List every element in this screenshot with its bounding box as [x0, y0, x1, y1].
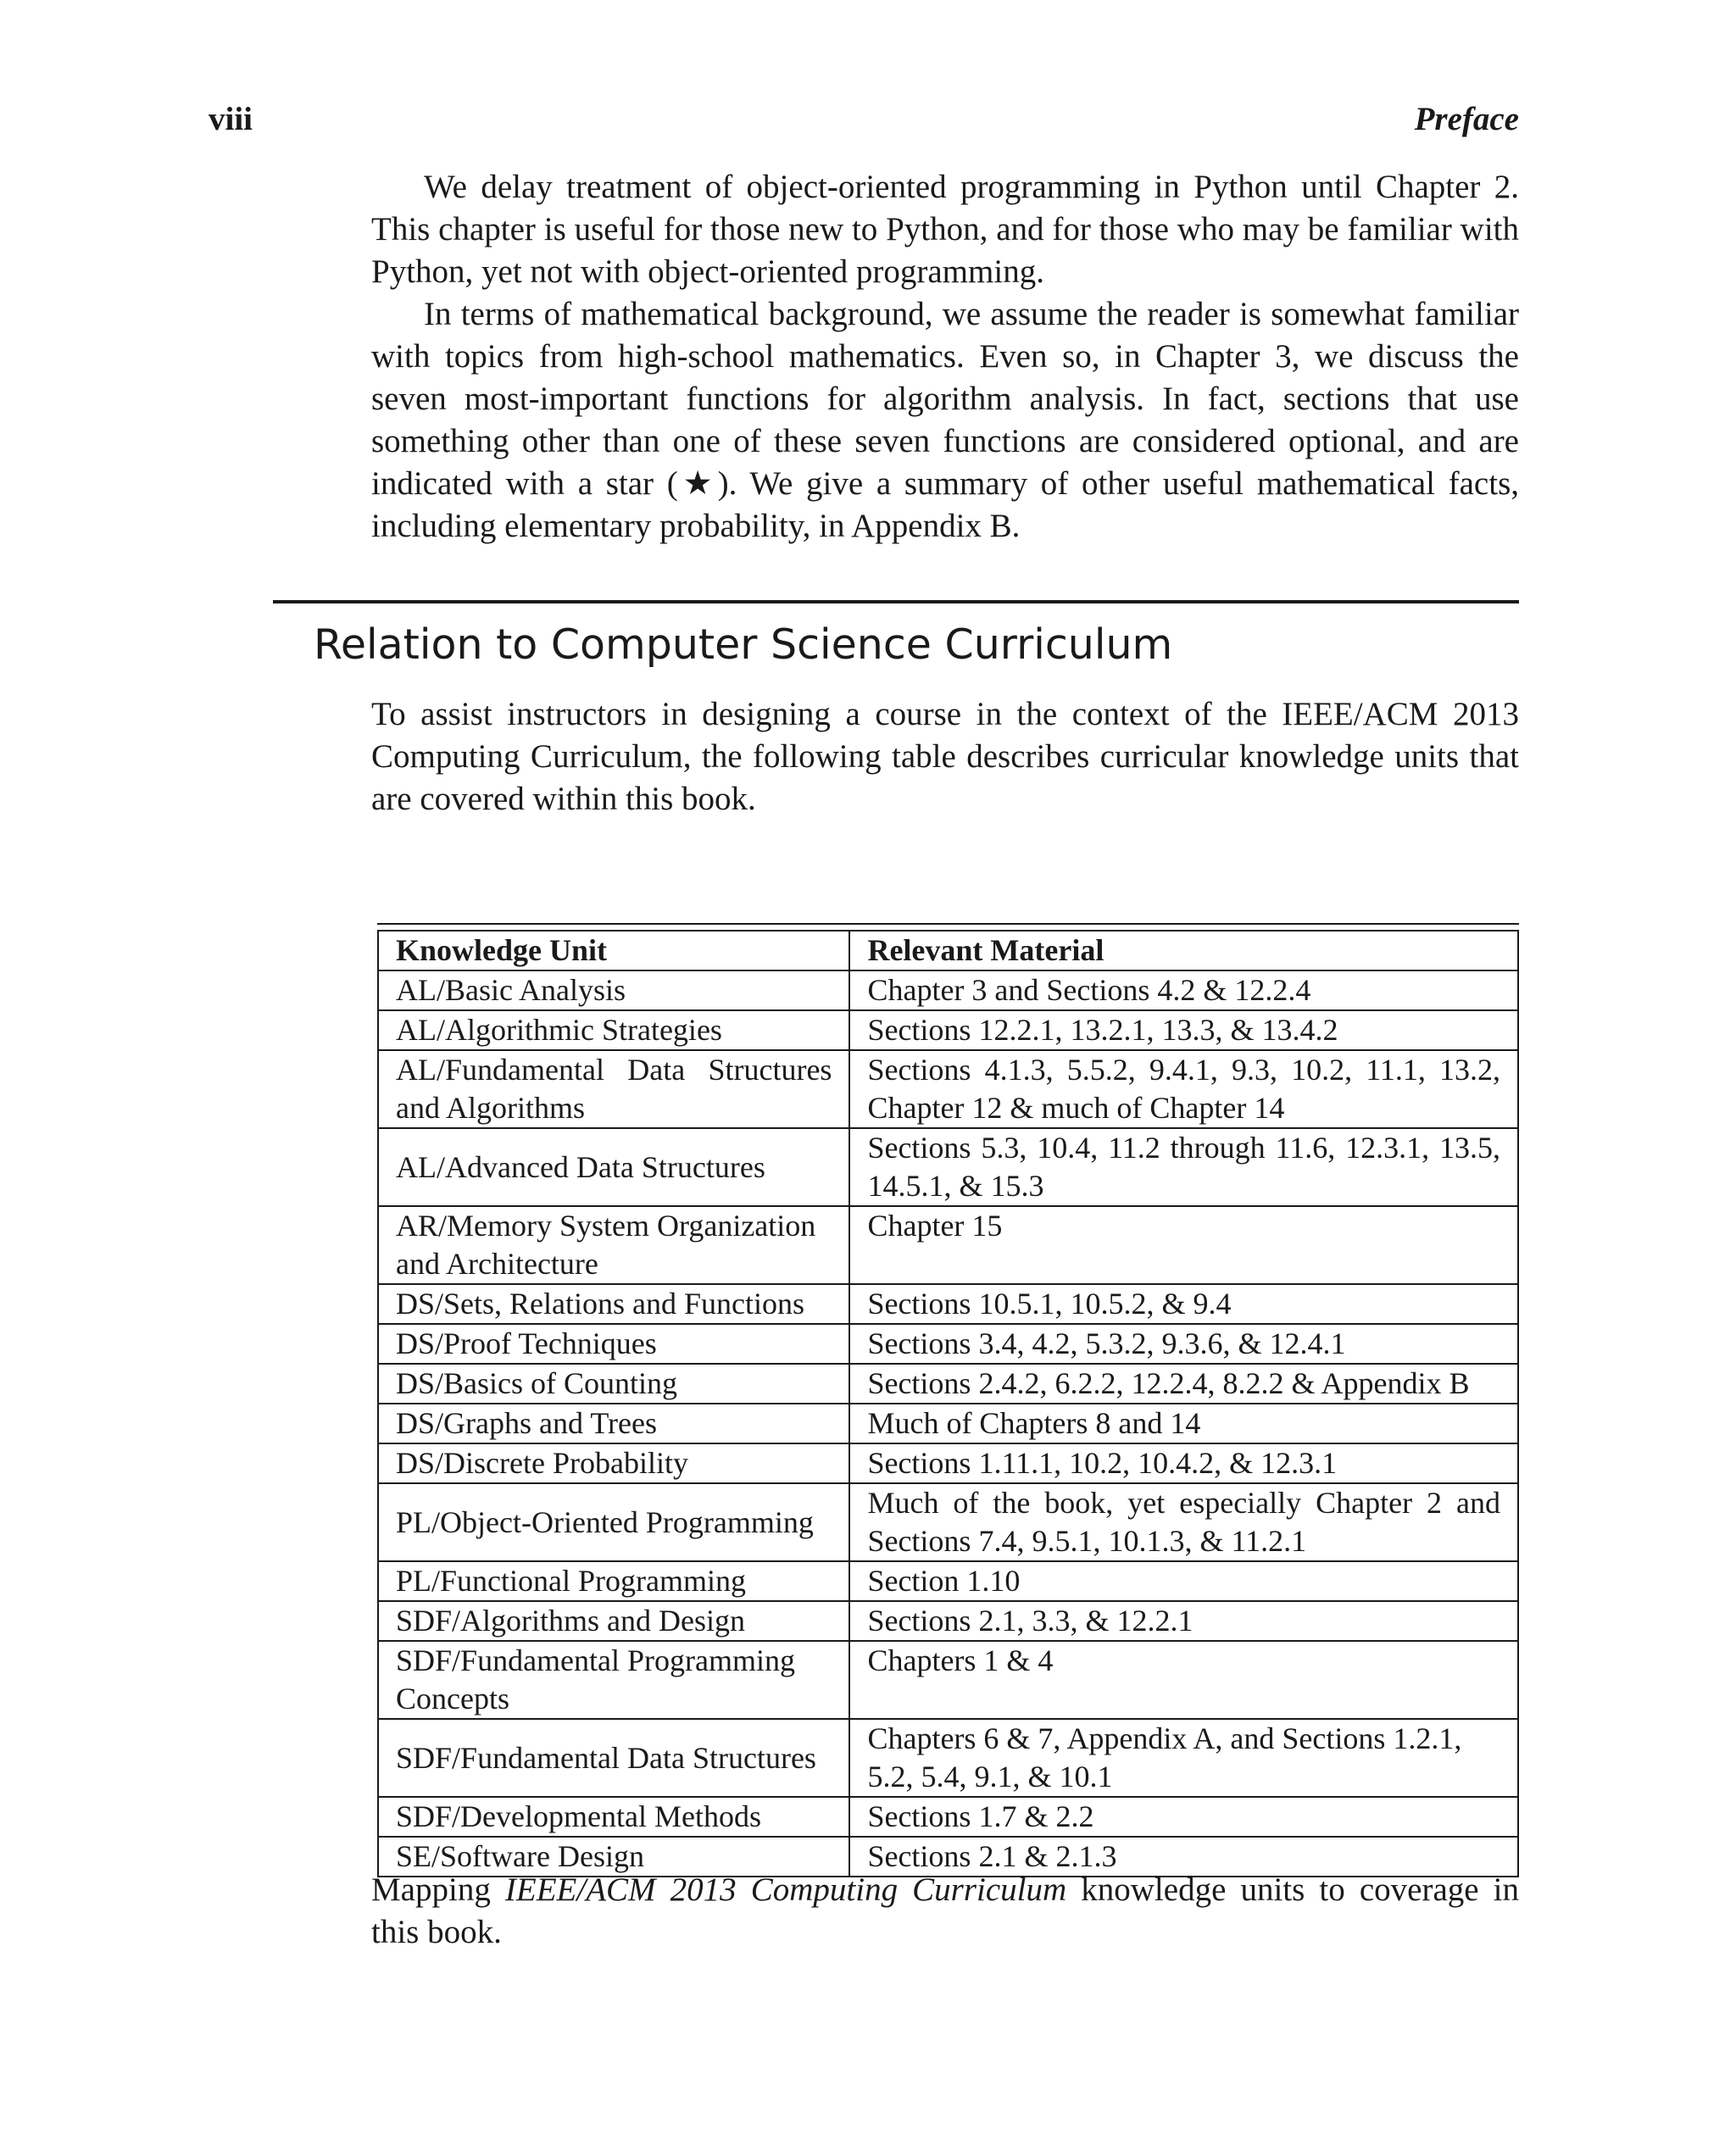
relevant-material-cell: Sections 1.11.1, 10.2, 10.4.2, & 12.3.1	[849, 1443, 1518, 1483]
caption-suffix: knowledge units to coverage in this book.	[371, 1871, 1519, 1950]
page-number: viii	[209, 101, 253, 137]
section-intro-paragraph: To assist instructors in designing a course in the context of the IEEE/ACM 2013 Computing Curriculum, the following table describes curricular knowledge units that are covered within this book.	[371, 696, 1519, 817]
table-row	[378, 1601, 1518, 1641]
table-header-row	[378, 931, 1518, 970]
knowledge-unit-cell: DS/Basics of Counting	[378, 1364, 849, 1404]
knowledge-unit-cell: SDF/Algorithms and Design	[378, 1601, 849, 1641]
table-row	[378, 1797, 1518, 1837]
table-row	[378, 1206, 1518, 1284]
section-rule	[273, 600, 1519, 603]
relevant-material-cell: Sections 1.7 & 2.2	[849, 1797, 1518, 1837]
relevant-material-cell: Section 1.10	[849, 1561, 1518, 1601]
relevant-material-cell: Sections 10.5.1, 10.5.2, & 9.4	[849, 1284, 1518, 1324]
header-knowledge-unit: Knowledge Unit	[378, 931, 849, 970]
table-row	[378, 1719, 1518, 1797]
table-row	[378, 1483, 1518, 1561]
relevant-material-cell: Sections 4.1.3, 5.5.2, 9.4.1, 9.3, 10.2, 11.1, 13.2, Chapter 12 & much of Chapter 14	[849, 1050, 1518, 1128]
intro-text	[371, 166, 1519, 548]
table-row	[378, 1010, 1518, 1050]
relevant-material-cell: Much of Chapters 8 and 14	[849, 1404, 1518, 1443]
table-caption	[371, 1869, 1519, 1954]
table-row	[378, 1050, 1518, 1128]
table-top-rule	[377, 923, 1519, 925]
intro-paragraph-1: We delay treatment of object-oriented programming in Python until Chapter 2. This chapter is useful for those new to Python, and for those who may be familiar with Python, yet not with object-oriented programming.	[371, 169, 1519, 290]
knowledge-unit-cell: AR/Memory System Organization and Architecture	[378, 1206, 849, 1284]
section-intro	[371, 693, 1519, 820]
knowledge-unit-cell: AL/Basic Analysis	[378, 970, 849, 1010]
relevant-material-cell: Sections 12.2.1, 13.2.1, 13.3, & 13.4.2	[849, 1010, 1518, 1050]
knowledge-unit-cell: DS/Graphs and Trees	[378, 1404, 849, 1443]
knowledge-unit-cell: PL/Object-Oriented Programming	[378, 1483, 849, 1561]
knowledge-unit-cell: SDF/Developmental Methods	[378, 1797, 849, 1837]
knowledge-unit-cell: PL/Functional Programming	[378, 1561, 849, 1601]
relevant-material-cell: Chapter 15	[849, 1206, 1518, 1284]
curriculum-table	[377, 930, 1519, 1877]
table-row	[378, 1443, 1518, 1483]
knowledge-unit-cell: AL/Algorithmic Strategies	[378, 1010, 849, 1050]
table-row	[378, 1641, 1518, 1719]
table-row	[378, 970, 1518, 1010]
relevant-material-cell: Chapter 3 and Sections 4.2 & 12.2.4	[849, 970, 1518, 1010]
relevant-material-cell: Sections 3.4, 4.2, 5.3.2, 9.3.6, & 12.4.1	[849, 1324, 1518, 1364]
relevant-material-cell: Sections 2.1, 3.3, & 12.2.1	[849, 1601, 1518, 1641]
knowledge-unit-cell: DS/Proof Techniques	[378, 1324, 849, 1364]
table-row	[378, 1284, 1518, 1324]
caption-prefix: Mapping	[371, 1871, 505, 1908]
table-row	[378, 1128, 1518, 1206]
header-relevant-material: Relevant Material	[849, 931, 1518, 970]
knowledge-unit-cell: DS/Sets, Relations and Functions	[378, 1284, 849, 1324]
section-heading: Relation to Computer Science Curriculum	[314, 620, 1173, 669]
table-row	[378, 1324, 1518, 1364]
knowledge-unit-cell: AL/Fundamental Data Structures and Algorithms	[378, 1050, 849, 1128]
table-row	[378, 1364, 1518, 1404]
relevant-material-cell: Sections 2.4.2, 6.2.2, 12.2.4, 8.2.2 & Appendix B	[849, 1364, 1518, 1404]
relevant-material-cell: Sections 5.3, 10.4, 11.2 through 11.6, 12.3.1, 13.5, 14.5.1, & 15.3	[849, 1128, 1518, 1206]
table-row	[378, 1561, 1518, 1601]
caption-emphasis: IEEE/ACM 2013 Computing Curriculum	[504, 1871, 1067, 1908]
chapter-title: Preface	[1414, 101, 1519, 137]
relevant-material-cell: Sections 2.1 & 2.1.3	[849, 1837, 1518, 1877]
table-row	[378, 1404, 1518, 1443]
relevant-material-cell: Much of the book, yet especially Chapter 2 and Sections 7.4, 9.5.1, 10.1.3, & 11.2.1	[849, 1483, 1518, 1561]
knowledge-unit-cell: AL/Advanced Data Structures	[378, 1128, 849, 1206]
running-head	[209, 100, 1519, 142]
knowledge-unit-cell: DS/Discrete Probability	[378, 1443, 849, 1483]
knowledge-unit-cell: SDF/Fundamental Programming Concepts	[378, 1641, 849, 1719]
knowledge-unit-cell: SE/Software Design	[378, 1837, 849, 1877]
relevant-material-cell: Chapters 1 & 4	[849, 1641, 1518, 1719]
knowledge-unit-cell: SDF/Fundamental Data Structures	[378, 1719, 849, 1797]
intro-paragraph-2: In terms of mathematical background, we assume the reader is somewhat familiar with topics from high-school mathematics. Even so, in Chapter 3, we discuss the seven most-important functions for algorithm analysis. In fact, sections that use something other than one of these seven functions are considered optional, and are indicated with a star (★). We give a summary of other useful mathematical facts, including elementary probability, in Appendix B.	[371, 296, 1519, 544]
relevant-material-cell: Chapters 6 & 7, Appendix A, and Sections 1.2.1, 5.2, 5.4, 9.1, & 10.1	[849, 1719, 1518, 1797]
